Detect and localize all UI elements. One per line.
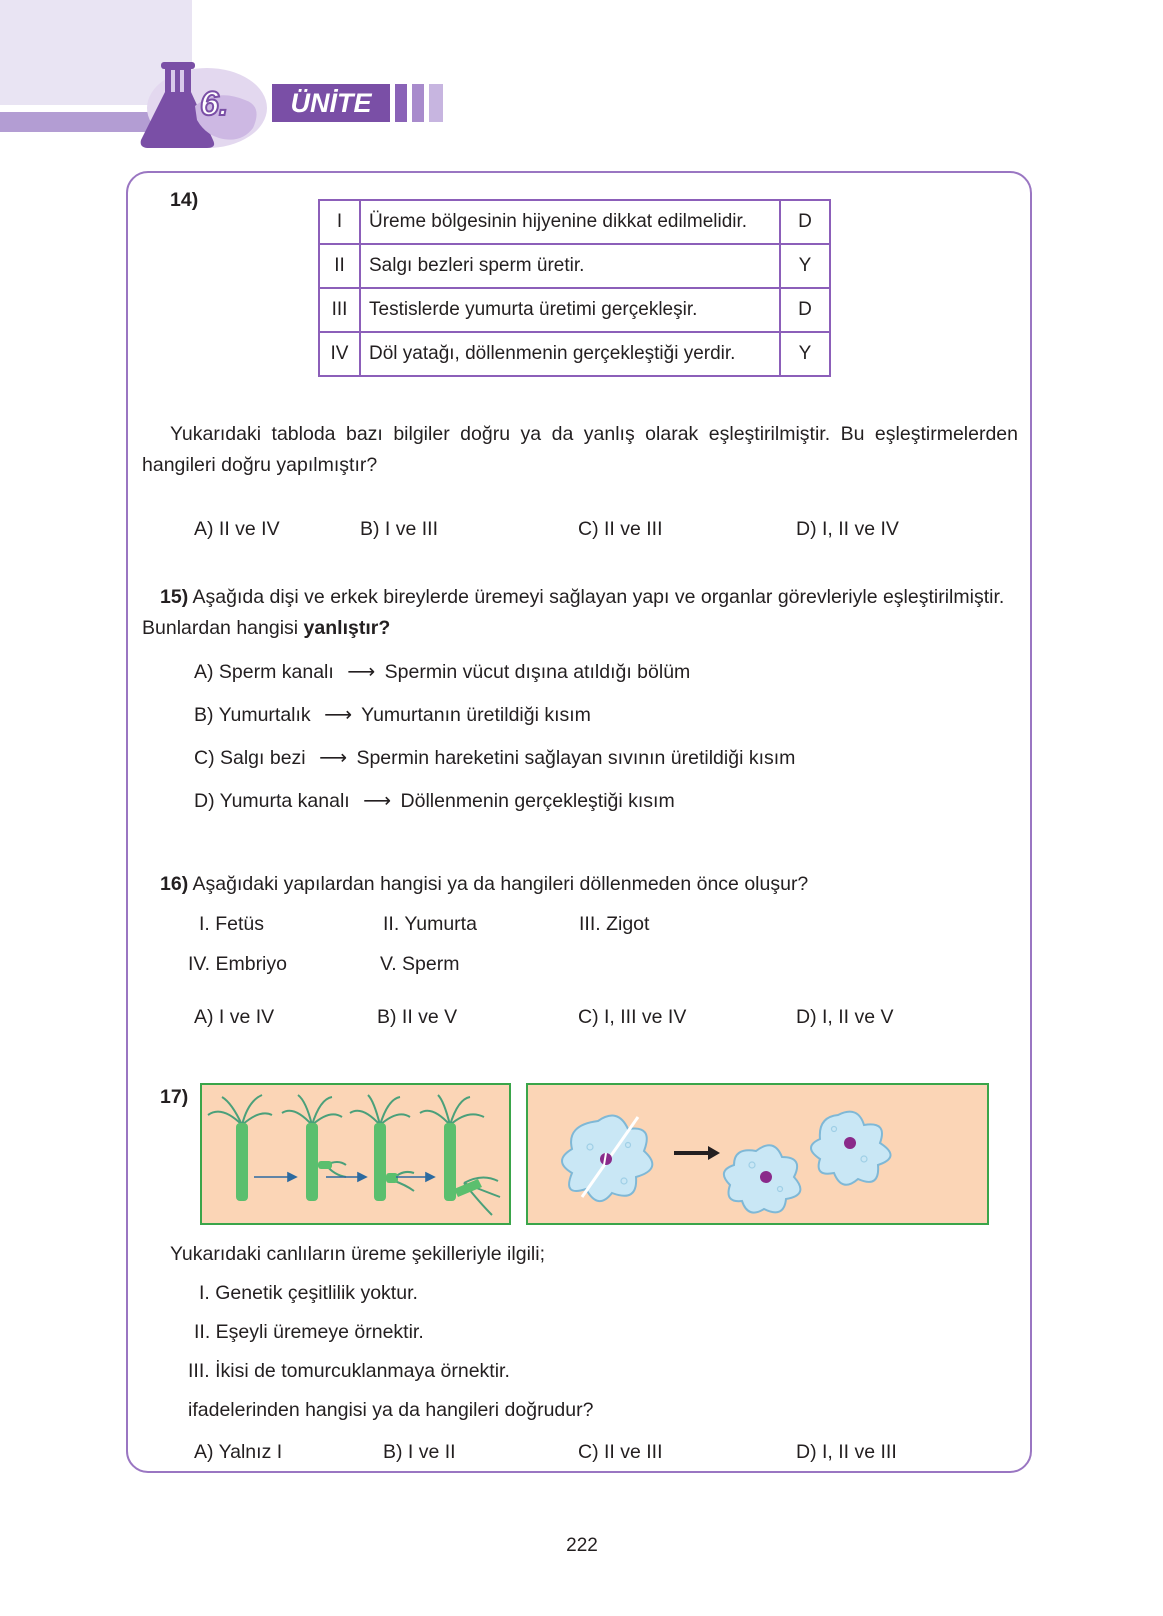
q17-intro: Yukarıdaki canlıların üreme şekilleriyle ilgili;: [170, 1243, 545, 1265]
row-statement: Salgı bezleri sperm üretir.: [360, 244, 780, 288]
q16-option-b[interactable]: B) II ve V: [377, 1006, 458, 1028]
amoeba-division-image: [526, 1083, 989, 1225]
header-bar: [429, 84, 443, 122]
q14-option-a[interactable]: A) II ve IV: [194, 518, 280, 540]
q14-table: [318, 199, 831, 377]
q16-option-a[interactable]: A) I ve IV: [194, 1006, 275, 1028]
q15-option-b[interactable]: [194, 703, 591, 727]
arrow-right-icon: ⟶: [363, 790, 392, 812]
q15-question-emphasis: yanlıştır?: [303, 617, 391, 639]
q15-option-c[interactable]: [194, 746, 795, 770]
q16-question-text: Aşağıdaki yapılardan hangisi ya da hangileri döllenmeden önce oluşur?: [192, 873, 809, 895]
q15-question-text: Aşağıda dişi ve erkek bireylerde üremeyi sağlayan yapı ve organlar görevleriyle eşleştirilmiştir.: [192, 586, 1005, 608]
option-right: Döllenmenin gerçekleştiği kısım: [400, 790, 675, 812]
q14-option-c[interactable]: C) II ve III: [578, 518, 663, 540]
q15-question-line1: [160, 585, 1004, 609]
q17-question: ifadelerinden hangisi ya da hangileri doğrudur?: [188, 1399, 594, 1421]
hydra-budding-image: [200, 1083, 511, 1225]
row-answer: Y: [780, 332, 830, 376]
option-right: Spermin hareketini sağlayan sıvının üretildiği kısım: [356, 747, 796, 769]
row-statement: Testislerde yumurta üretimi gerçekleşir.: [360, 288, 780, 332]
q14-number: 14): [170, 189, 199, 211]
row-statement: Döl yatağı, döllenmenin gerçekleştiği yerdir.: [360, 332, 780, 376]
header-bar: [412, 84, 424, 122]
q17-option-c[interactable]: C) II ve III: [578, 1441, 663, 1463]
q17-option-b[interactable]: B) I ve II: [383, 1441, 456, 1463]
arrow-right-icon: ⟶: [347, 661, 376, 683]
q14-option-d[interactable]: D) I, II ve IV: [796, 518, 899, 540]
q15-question-start: Bunlardan hangisi: [142, 617, 304, 639]
q17-option-a[interactable]: A) Yalnız I: [194, 1441, 283, 1463]
q16-item: II. Yumurta: [383, 913, 477, 935]
q16-option-d[interactable]: D) I, II ve V: [796, 1006, 894, 1028]
q15-option-d[interactable]: [194, 789, 675, 813]
row-statement: Üreme bölgesinin hijyenine dikkat edilmelidir.: [360, 200, 780, 244]
option-left: D) Yumurta kanalı: [194, 790, 350, 812]
header-bar: [395, 84, 407, 122]
unit-title: ÜNİTE: [272, 84, 390, 122]
option-left: A) Sperm kanalı: [194, 661, 334, 683]
option-right: Spermin vücut dışına atıldığı bölüm: [384, 661, 691, 683]
q16-item: III. Zigot: [579, 913, 650, 935]
q16-item: V. Sperm: [380, 953, 460, 975]
row-number: II: [319, 244, 360, 288]
q17-statement: I. Genetik çeşitlilik yoktur.: [199, 1282, 418, 1304]
q14-question-line1: Yukarıdaki tabloda bazı bilgiler doğru ya da yanlış olarak eşleştirilmiştir. Bu eşleştirmelerden: [170, 423, 1018, 445]
q15-question-line2: [142, 616, 390, 640]
unit-number: 6.: [200, 85, 229, 123]
table-row: [319, 288, 830, 332]
q14-option-b[interactable]: B) I ve III: [360, 518, 439, 540]
amoeba-division-illustration: [528, 1085, 987, 1223]
q14-question-line2: hangileri doğru yapılmıştır?: [142, 454, 378, 476]
q17-statement: II. Eşeyli üremeye örnektir.: [194, 1321, 424, 1343]
table-row: [319, 200, 830, 244]
row-answer: D: [780, 200, 830, 244]
table-row: [319, 332, 830, 376]
page-number: 222: [566, 1535, 598, 1556]
row-number: III: [319, 288, 360, 332]
arrow-right-icon: ⟶: [324, 704, 353, 726]
q15-number: 15): [160, 586, 189, 608]
row-number: IV: [319, 332, 360, 376]
table-row: [319, 244, 830, 288]
row-answer: Y: [780, 244, 830, 288]
row-answer: D: [780, 288, 830, 332]
q17-statement: III. İkisi de tomurcuklanmaya örnektir.: [188, 1360, 510, 1382]
option-left: B) Yumurtalık: [194, 704, 311, 726]
q16-item: I. Fetüs: [199, 913, 265, 935]
q15-option-a[interactable]: [194, 660, 690, 684]
arrow-right-icon: ⟶: [319, 747, 348, 769]
hydra-budding-illustration: [202, 1085, 509, 1223]
q16-number: 16): [160, 873, 189, 895]
q17-number: 17): [160, 1086, 189, 1108]
option-right: Yumurtanın üretildiği kısım: [361, 704, 591, 726]
q16-option-c[interactable]: C) I, III ve IV: [578, 1006, 687, 1028]
row-number: I: [319, 200, 360, 244]
q16-question: [160, 872, 808, 896]
option-left: C) Salgı bezi: [194, 747, 306, 769]
q16-item: IV. Embriyo: [188, 953, 287, 975]
q17-option-d[interactable]: D) I, II ve III: [796, 1441, 897, 1463]
